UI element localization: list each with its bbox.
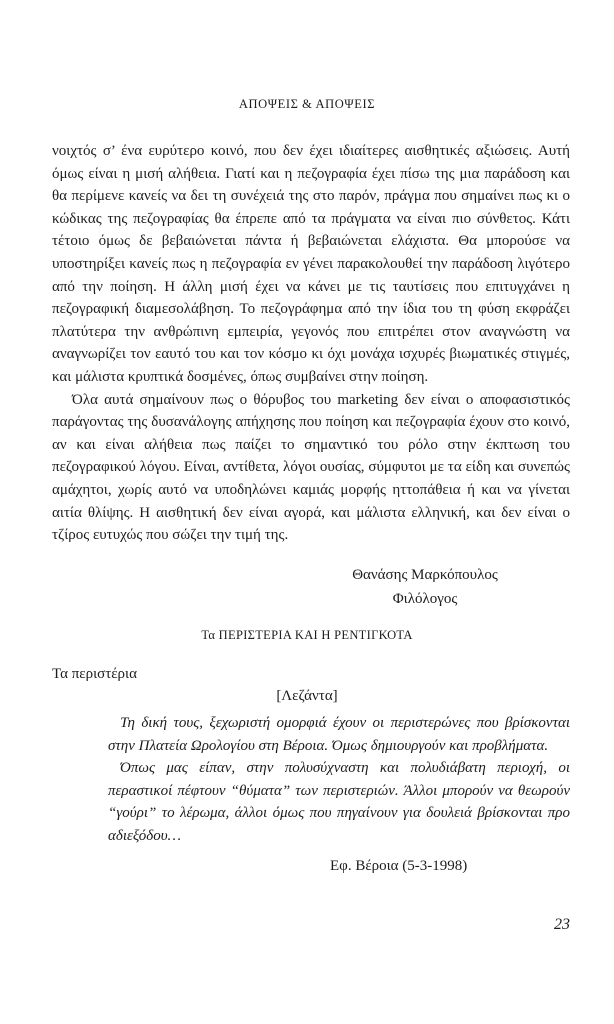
quoted-caption [108,712,570,848]
caption-label: [Λεζάντα] [276,688,338,704]
author-role: Φιλόλογος [392,591,458,607]
body-paragraph: Όλα αυτά σημαίνουν πως ο θόρυβος του marketing δεν είναι ο αποφασιστικός παράγοντας της δυσανάλογης απήχησης που ποίηση και πεζογραφία έχουν στο κοινό, αν και είναι αλήθεια πως παίζει το σημαντικό του ρόλο στην έκπτωση του πεζογραφικού λόγου. Είναι, αντίθετα, λόγοι ουσίας, σύμφυτοι με τα είδη και συνεπώς αμάχητοι, χωρίς αυτό να υποδηλώνει καμιάς μορφής ηττοπάθεια ή και να γίνεται αιτία θλίψης. Η αισθητική δεν είναι αγορά, και μάλιστα ελληνική, και δεν είναι ο τζίρος ευτυχώς που σώζει την τιμή της. [52,391,570,544]
body-paragraph: νοιχτός σ’ ένα ευρύτερο κοινό, που δεν έχει ιδιαίτερες αισθητικές αξιώσεις. Αυτή όμως είναι η μισή αλήθεια. Γιατί και η πεζογραφία έχει πίσω της μια παράδοση και θα περίμενε κανείς να δει τη συνέχειά της στο παρόν, πράγμα που σημαίνει πως κι ο κώδικας της πεζογραφίας θα έπρεπε από τα πράγματα να είναι πιο σύνθετος. Κάτι τέτοιο όμως δε βεβαιώνεται πάντα ή βεβαιώνεται ελάχιστα. Θα μπορούσε να υποστηρίξει κανείς πως η πεζογραφία εν γένει παρακολουθεί την παράδοση λιγότερο από την ποίηση. Η άλλη μισή έχει να κάνει με τις ταυτίσεις που επιτυγχάνει η πεζογραφική διαμεσολάβηση. Το πεζογράφημα από την ίδια του τη φύση εκφράζει πλατύτερα την ανθρώπινη εμπειρία, γεγονός που επιτρέπει στον αναγνώστη να αναγνωρίζει τον εαυτό του και τον κόσμο κι όχι μονάχα ισχυρές βιωματικές στιγμές, και μάλιστα κρυπτικά δοσμένες, όπως συμβαίνει στην ποίηση. [52,143,570,385]
quote-paragraph: Όπως μας είπαν, στην πολυσύχναστη και πολυδιάβατη περιοχή, οι περαστικοί πέφτουν “θύματα” των περιστεριών. Άλλοι μπορούν να θεωρούν “γούρι” το λέρωμα, άλλοι όμως που πηγαίνουν για δουλειά βρίσκονται προ αδιεξόδου… [108,760,570,844]
section-subheading: Τα περιστέρια [52,666,137,682]
author-name: Θανάσης Μαρκόπουλος [352,567,498,583]
quote-paragraph: Τη δική τους, ξεχωριστή ομορφιά έχουν οι περιστερώνες που βρίσκονται στην Πλατεία Ωρολογίου στη Βέροια. Όμως δημιουργούν και προβλήματα. [108,715,570,754]
author-signature [330,563,520,611]
article-body [52,140,570,547]
section-title: Τα ΠΕΡΙΣΤΕΡΙΑ ΚΑΙ Η ΡΕΝΤΙΓΚΟΤΑ [201,628,413,642]
quote-source: Εφ. Βέροια (5-3-1998) [330,858,468,874]
page-number: 23 [554,916,570,933]
running-header: ΑΠΟΨΕΙΣ & ΑΠΟΨΕΙΣ [238,97,376,111]
